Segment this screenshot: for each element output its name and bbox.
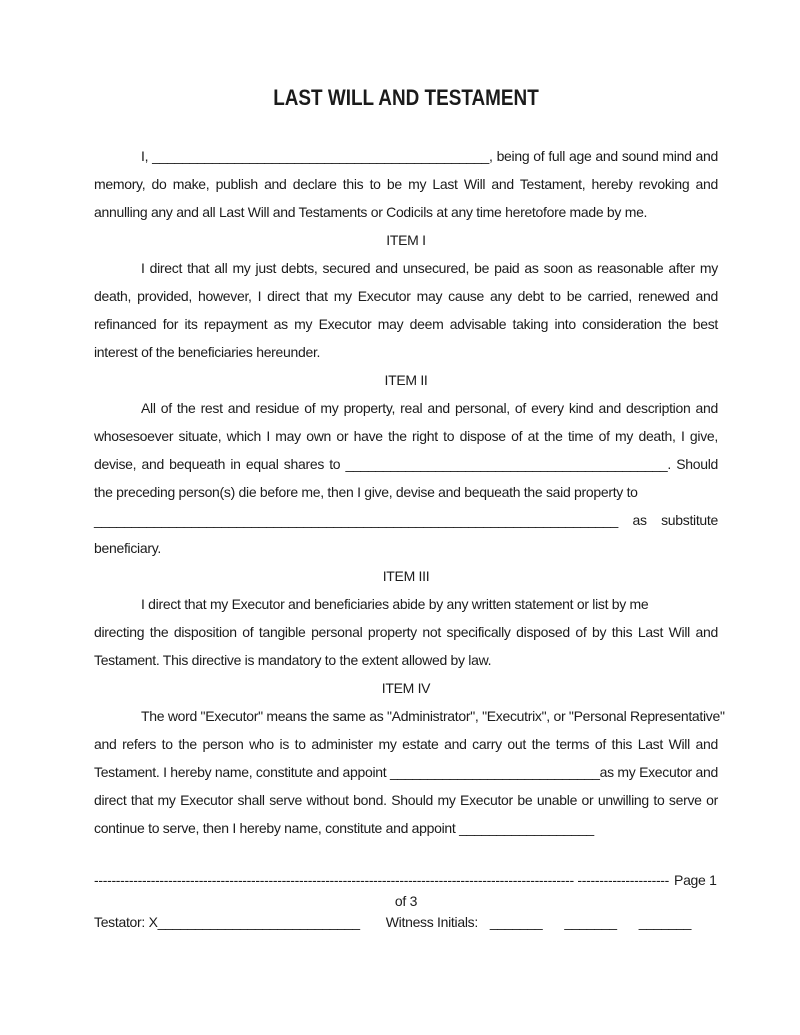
item-3-paragraph (94, 590, 718, 674)
document-title: LAST WILL AND TESTAMENT (273, 85, 539, 110)
witness-initials-label: Witness Initials: (385, 914, 478, 930)
page-footer (94, 870, 718, 933)
witness-initial-blank-2: _______ (564, 914, 617, 930)
text-line: The word "Executor" means the same as "Administrator", "Executrix", or "Personal Representative" (141, 708, 725, 724)
text-line: ______________________________________________________________________ as substitute (94, 512, 718, 528)
opening-paragraph (94, 142, 718, 226)
text-line: interest of the beneficiaries hereunder. (94, 344, 321, 360)
text-line: the preceding person(s) die before me, then I give, devise and bequeath the said property to (94, 484, 638, 500)
witness-initial-blank-1: _______ (489, 914, 543, 930)
page-count-label: of 3 (394, 893, 418, 909)
text-line: devise, and bequeath in equal shares to ___________________________________________. Should (94, 456, 718, 472)
item-1-paragraph (94, 254, 718, 366)
item-4-paragraph (94, 702, 725, 842)
text-line: annulling any and all Last Will and Testaments or Codicils at any time heretofore made by me. (94, 204, 648, 220)
text-line: direct that my Executor shall serve without bond. Should my Executor be unable or unwilling to serve or (94, 792, 718, 808)
divider-dashes: -------------------------------------------------------------------------------------------------------------- --------------------- (94, 872, 670, 888)
page-number-label: Page 1 (674, 872, 717, 888)
item-2-paragraph (94, 394, 718, 562)
testator-label: Testator: X (94, 914, 158, 930)
text-line: Testament. This directive is mandatory to the extent allowed by law. (94, 652, 492, 668)
text-line: and refers to the person who is to administer my estate and carry out the terms of this Last Will and (94, 736, 718, 752)
text-line: continue to serve, then I hereby name, constitute and appoint __________________ (94, 820, 594, 836)
item-2-heading: ITEM II (384, 372, 428, 388)
text-line: death, provided, however, I direct that my Executor may cause any debt to be carried, renewed and (94, 288, 718, 304)
text-line: I direct that my Executor and beneficiaries abide by any written statement or list by me (141, 596, 649, 612)
text-line: Testament. I hereby name, constitute and appoint ____________________________as my Executor and (94, 764, 718, 780)
item-3-heading: ITEM III (382, 568, 430, 584)
text-line: directing the disposition of tangible personal property not specifically disposed of by this Last Will and (94, 624, 718, 640)
text-line: I direct that all my just debts, secured and unsecured, be paid as soon as reasonable after my (141, 260, 718, 276)
text-line: beneficiary. (94, 540, 161, 556)
item-1-heading: ITEM I (386, 232, 426, 248)
item-4-heading: ITEM IV (381, 680, 431, 696)
witness-initial-blank-3: _______ (638, 914, 692, 930)
text-line: All of the rest and residue of my property, real and personal, of every kind and description and (141, 400, 718, 416)
page-divider (94, 870, 718, 891)
text-line: memory, do make, publish and declare this to be my Last Will and Testament, hereby revoking and (94, 176, 718, 192)
text-line: I, _____________________________________________, being of full age and sound mind and (141, 148, 718, 164)
text-line: whosesoever situate, which I may own or have the right to dispose of at the time of my death, I give, (94, 428, 718, 444)
testator-signature-blank: ___________________________ (157, 914, 360, 930)
text-line: refinanced for its repayment as my Executor may deem advisable taking into consideration the best (94, 316, 718, 332)
signature-row (94, 912, 718, 933)
